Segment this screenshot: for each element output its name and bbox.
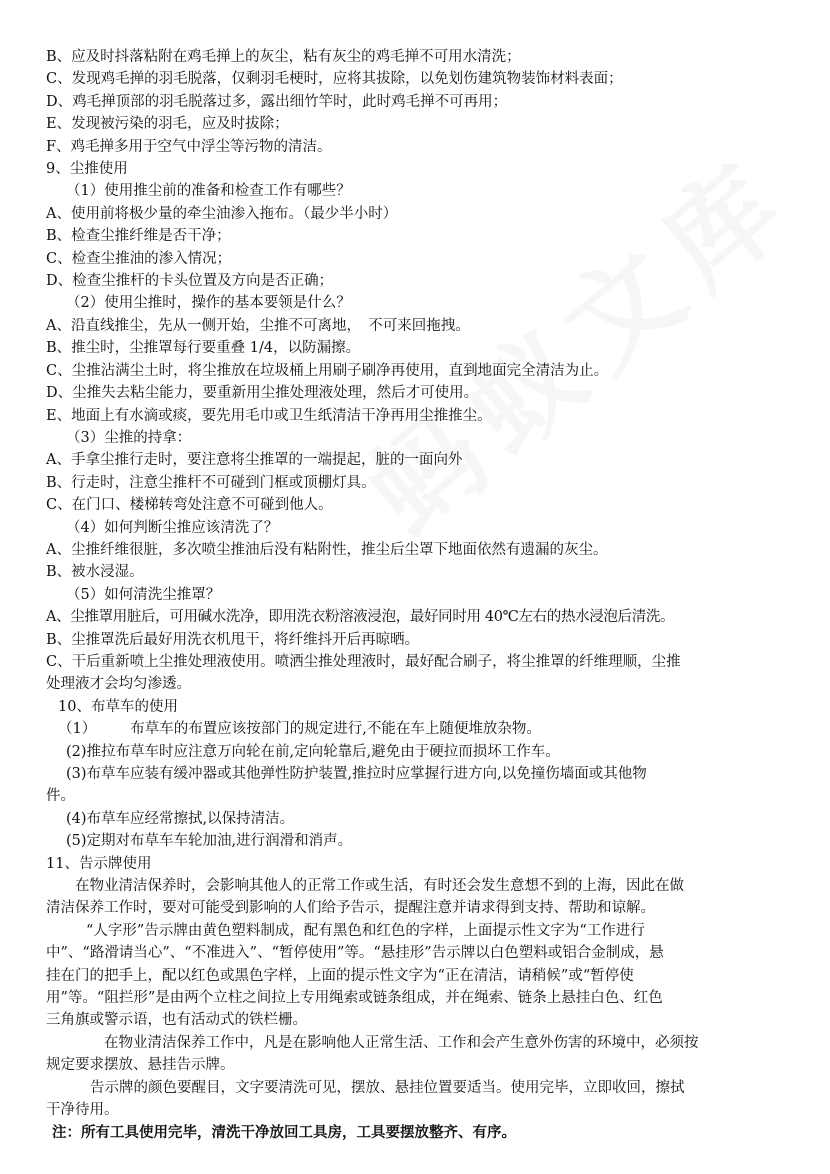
text-line: D、检查尘推杆的卡头位置及方向是否正确；: [46, 273, 334, 290]
subheading: （4）如何判断尘推应该清洗了？: [66, 519, 279, 536]
subheading: （1）使用推尘前的准备和检查工作有哪些？: [66, 183, 351, 200]
text-line: (2)推拉布草车时应注意万向轮在前,定向轮靠后,避免由于硬拉而损坏工作车。: [66, 743, 560, 760]
text-line: C、尘推沾满尘土时，将尘推放在垃圾桶上用刷子刷净再使用，直到地面完全清洁为止。: [46, 362, 609, 379]
text-line: 三角旗或警示语，也有活动式的铁栏栅。: [46, 1012, 307, 1029]
text-line: B、行走时，注意尘推杆不可碰到门框或顶棚灯具。: [46, 474, 376, 491]
text-line: 件。: [46, 788, 75, 805]
text-line: 用”等。“阻拦形”是由两个立柱之间拉上专用绳索或链条组成，并在绳索、链条上悬挂白色、红色: [46, 990, 663, 1007]
text-line: 挂在门的把手上，配以红色或黑色字样，上面的提示性文字为“正在清洁，请稍候”或“暂停使: [46, 967, 634, 984]
text-line: 在物业清洁保养时，会影响其他人的正常工作或生活，有时还会发生意想不到的上海，因此在做: [75, 878, 684, 895]
text-line: C、在门口、楼梯转弯处注意不可碰到他人。: [46, 497, 333, 514]
text-line: A、尘推纤维很脏，多次喷尘推油后没有粘附性，推尘后尘罩下地面依然有遗漏的灰尘。: [46, 541, 608, 558]
subheading: （2）使用尘推时，操作的基本要领是什么？: [66, 295, 351, 312]
section-heading: 9、尘推使用: [46, 161, 128, 178]
subheading: （3）尘推的持拿：: [66, 429, 192, 446]
subheading: （5）如何清洗尘推罩？: [66, 586, 221, 603]
text-line: (5)定期对布草车车轮加油,进行润滑和消声。: [66, 833, 353, 850]
text-span: 布草车的布置应该按部门的规定进行,不能在车上随便堆放杂物。: [130, 721, 541, 738]
text-line: C、检查尘推油的渗入情况；: [46, 250, 232, 267]
text-line: A、沿直线推尘，先从一侧开始，尘推不可离地， 不可来回拖拽。: [46, 317, 470, 334]
text-line: F、鸡毛掸多用于空气中浮尘等污物的清洁。: [46, 138, 332, 155]
text-line: B、应及时抖落粘附在鸡毛掸上的灰尘，粘有灰尘的鸡毛掸不可用水清洗；: [46, 49, 521, 65]
text-line: C、干后重新喷上尘推处理液使用。喷洒尘推处理液时，最好配合刷子，将尘推罩的纤维理顺，尘推: [46, 653, 681, 670]
text-line: B、检查尘推纤维是否干净；: [46, 228, 231, 245]
document-body: [46, 46, 791, 1144]
text-line: 告示牌的颜色要醒目，文字要清洗可见，摆放、悬挂位置要适当。使用完毕，立即收回，擦拭: [90, 1079, 685, 1096]
text-line: E、地面上有水滴或痰，要先用毛巾或卫生纸清洁干净再用尘推推尘。: [46, 407, 492, 424]
text-line: “人字形”告示牌由黄色塑料制成，配有黑色和红色的字样，上面提示性文字为“工作进行: [86, 922, 645, 939]
text-line: C、发现鸡毛掸的羽毛脱落，仅剩羽毛梗时，应将其拔除，以免划伤建筑物装饰材料表面；: [46, 71, 623, 88]
text-line: A、尘推罩用脏后，可用碱水洗净，即用洗衣粉溶液浸泡，最好同时用 40℃左右的热水浸泡后清洗。: [46, 609, 675, 626]
text-line: D、尘推失去粘尘能力，要重新用尘推处理液处理，然后才可使用。: [46, 385, 479, 402]
text-line: (4)布草车应经常擦拭,以保持清洁。: [66, 810, 295, 827]
note-line: 注：所有工具使用完毕，清洗干净放回工具房，工具要摆放整齐、有序。: [52, 1123, 516, 1141]
text-line: D、鸡毛掸顶部的羽毛脱落过多，露出细竹竿时，此时鸡毛掸不可再用；: [46, 93, 508, 110]
text-line: B、被水浸湿。: [46, 564, 144, 581]
text-line: B、尘推罩洗后最好用洗衣机甩干，将纤维抖开后再晾晒。: [46, 631, 420, 648]
text-line: A、手拿尘推行走时，要注意将尘推罩的一端提起，脏的一面向外: [46, 452, 463, 469]
text-line: E、发现被污染的羽毛，应及时拔除；: [46, 116, 289, 133]
text-line: 清洁保养工作时，要对可能受到影响的人们给予告示，提醒注意并请求得到支持、帮助和谅解。: [46, 900, 655, 917]
text-line: B、推尘时，尘推罩每行要重叠 1/4，以防漏擦。: [46, 340, 361, 357]
text-line: 在物业清洁保养工作中，凡是在影响他人正常生活、工作和会产生意外伤害的环境中，必须按: [104, 1034, 699, 1051]
text-line: (3)布草车应装有缓冲器或其他弹性防护装置,推拉时应掌握行进方向,以免撞伤墙面或其他物: [66, 766, 647, 782]
text-line: [46, 718, 791, 740]
text-line: 干净待用。: [46, 1102, 119, 1119]
text-line: A、使用前将极少量的牵尘油渗入拖布。（最少半小时）: [46, 205, 398, 222]
section-heading: 10、布草车的使用: [58, 698, 178, 715]
text-line: 中”、“路滑请当心”、“不准进入”、“暂停使用”等。“悬挂形”告示牌以白色塑料或铝合金制成，悬: [46, 945, 664, 962]
section-heading: 11、告示牌使用: [46, 855, 152, 872]
text-line: 处理液才会均匀渗透。: [46, 676, 191, 693]
text-line: 规定要求摆放、悬挂告示牌。: [46, 1057, 235, 1074]
list-number: （1）: [58, 721, 97, 738]
